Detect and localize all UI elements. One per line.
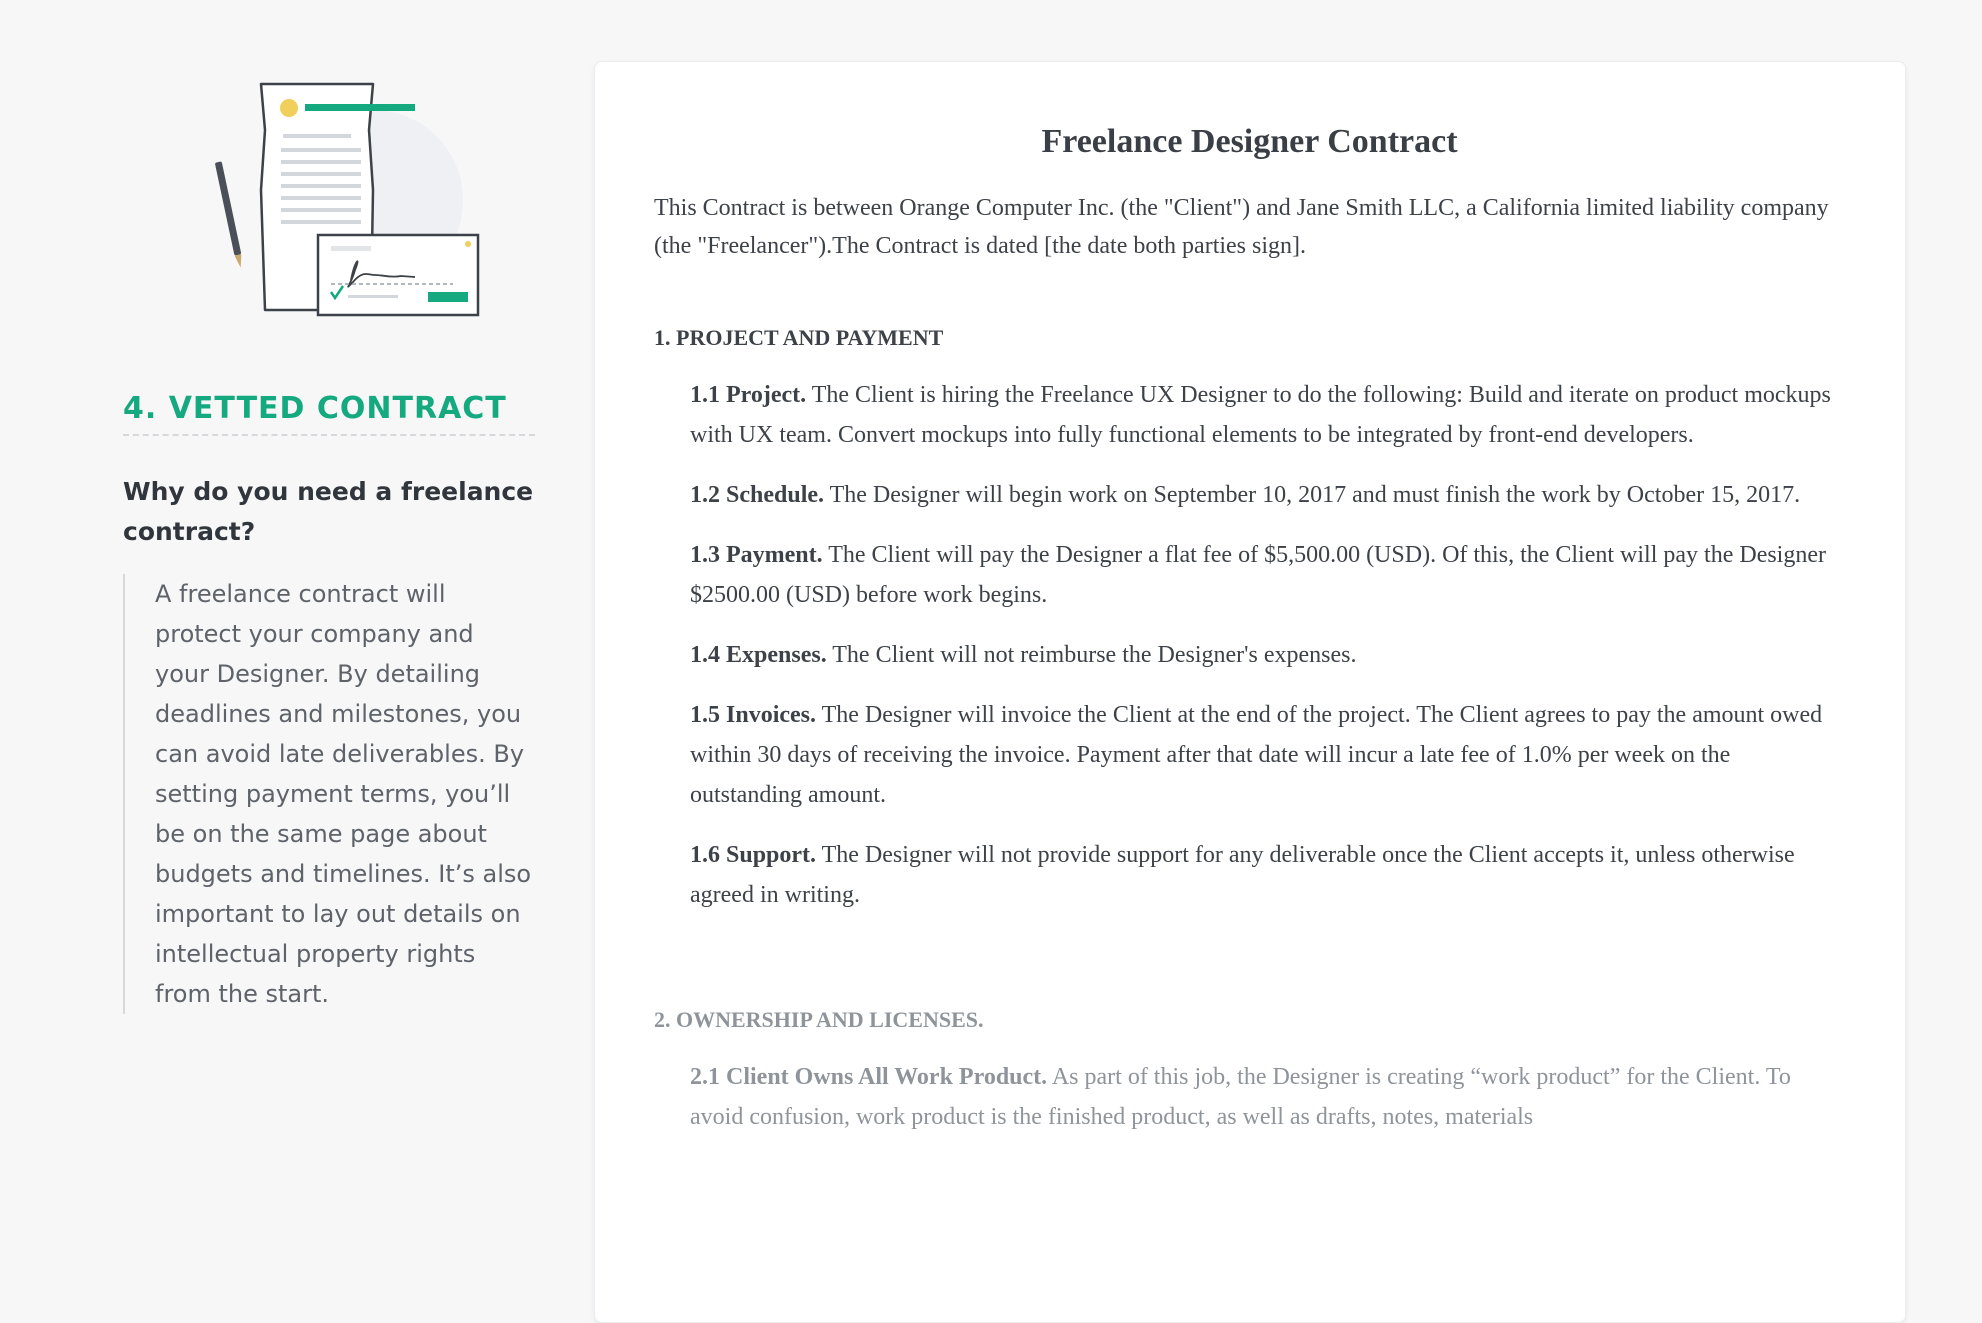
clause-label: 1.5 Invoices. — [690, 702, 816, 728]
sidebar — [123, 70, 535, 1014]
clause-label: 1.3 Payment. — [690, 542, 823, 568]
clause-client-owns-work — [690, 1057, 1845, 1137]
clause-label: 2.1 Client Owns All Work Product. — [690, 1064, 1048, 1090]
clause-text: The Client is hiring the Freelance UX Designer to do the following: Build and iterate on product mockups with UX team. Convert mockups into fully functional elements to be integrated by front-end developers. — [690, 382, 1831, 448]
clause-expenses — [690, 635, 1845, 675]
clause-text: As part of this job, the Designer is creating “work product” for the Client. To avoid confusion, work product is the finished product, as well as drafts, notes, materials — [690, 1064, 1791, 1130]
section-heading-ownership: 2. OWNERSHIP AND LICENSES. — [654, 1007, 984, 1032]
clause-payment — [690, 535, 1845, 615]
bottom-fade-overlay — [595, 1172, 1905, 1322]
clause-text: The Client will not reimburse the Designer's expenses. — [826, 642, 1357, 668]
section-heading-project-payment: 1. PROJECT AND PAYMENT — [654, 325, 944, 350]
contract-document — [595, 62, 1905, 1137]
contract-card — [594, 61, 1906, 1323]
contract-title: Freelance Designer Contract — [1041, 123, 1458, 160]
contract-intro: This Contract is between Orange Computer Inc. (the "Client") and Jane Smith LLC, a California limited liability company (the "Freelancer").The Contract is dated [the date both parties sign]. — [654, 195, 1829, 259]
clause-invoices — [690, 695, 1845, 815]
clause-label: 1.1 Project. — [690, 382, 807, 408]
clause-text: The Designer will not provide support for any deliverable once the Client accepts it, unless otherwise agreed in writing. — [690, 842, 1795, 908]
sidebar-question: Why do you need a freelance contract? — [123, 477, 534, 546]
clause-text: The Designer will begin work on September 10, 2017 and must finish the work by October 15, 2017. — [824, 482, 1801, 508]
clause-label: 1.6 Support. — [690, 842, 817, 868]
contract-document-illustration — [203, 70, 483, 330]
clause-label: 1.4 Expenses. — [690, 642, 827, 668]
clause-project — [690, 375, 1845, 455]
clause-support — [690, 835, 1845, 915]
clause-schedule — [690, 475, 1845, 515]
clause-text: The Designer will invoice the Client at the end of the project. The Client agrees to pay the amount owed within 30 days of receiving the invoice. Payment after that date will incur a late fee of 1.0% per week on the outstanding amount. — [690, 702, 1823, 808]
clause-label: 1.2 Schedule. — [690, 482, 825, 508]
step-title: 4. VETTED CONTRACT — [123, 391, 535, 436]
clause-text: The Client will pay the Designer a flat fee of $5,500.00 (USD). Of this, the Client will pay the Designer $2500.00 (USD) before work begins. — [690, 542, 1826, 608]
sidebar-answer: A freelance contract will protect your company and your Designer. By detailing deadlines and milestones, you can avoid late deliverables. By setting payment terms, you’ll be on the same page about budgets and timelines. It’s also important to lay out details on intellectual property rights from the start. — [123, 574, 535, 1014]
